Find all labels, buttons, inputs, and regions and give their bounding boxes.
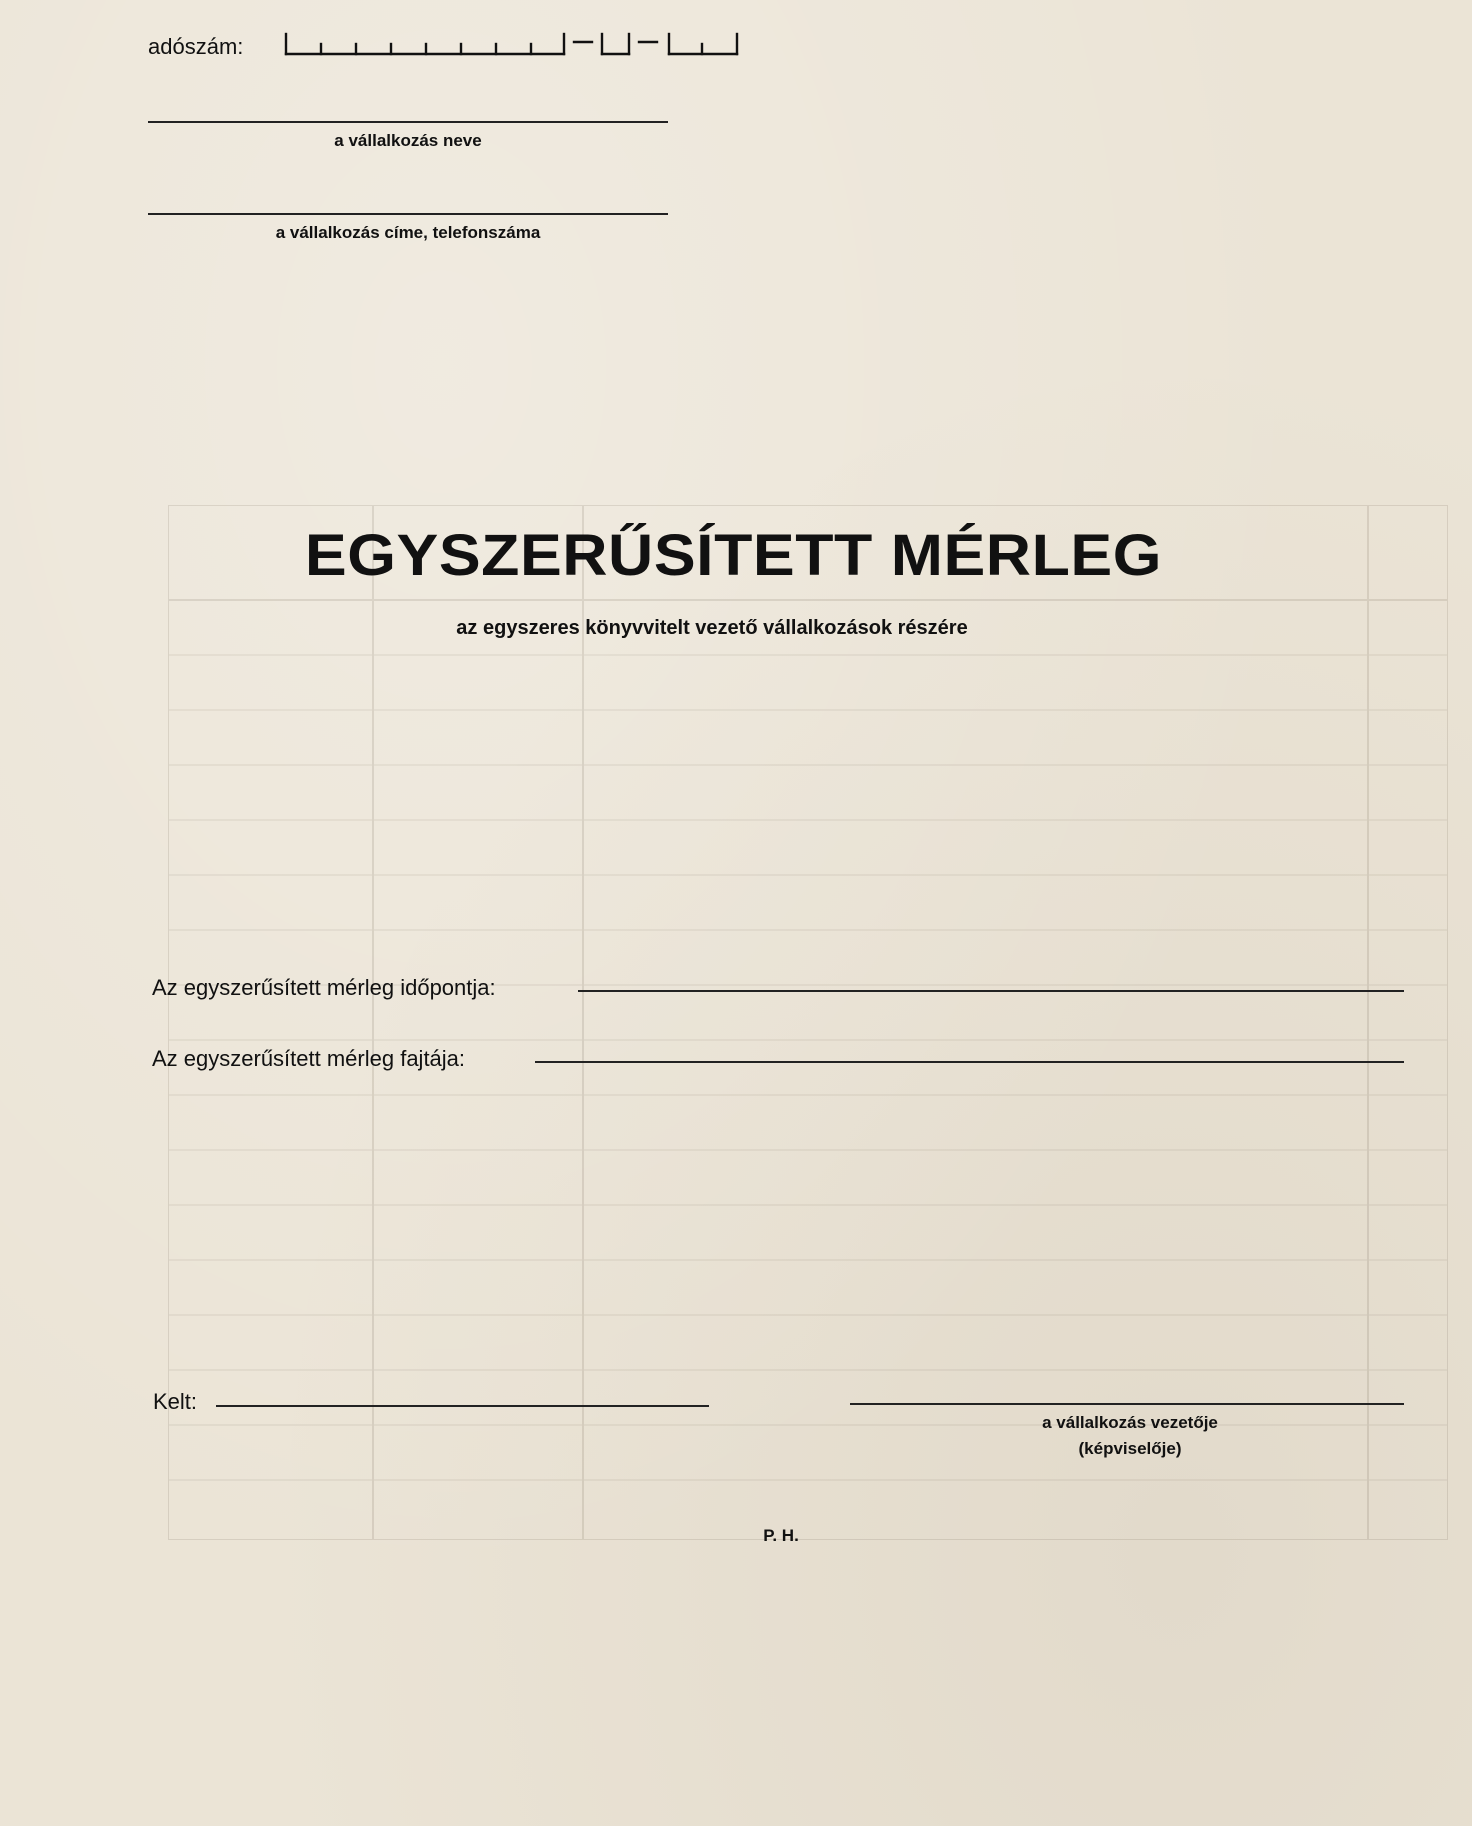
tax-number-label: adószám: bbox=[148, 34, 244, 59]
place-date-line[interactable] bbox=[216, 1405, 709, 1407]
company-name-label: a vállalkozás neve bbox=[334, 131, 482, 150]
place-date-label: Kelt: bbox=[153, 1389, 198, 1414]
signer-label: a vállalkozás vezetője bbox=[1042, 1413, 1218, 1432]
balance-type-label: Az egyszerűsített mérleg fajtája: bbox=[152, 1046, 466, 1071]
company-address-label: a vállalkozás címe, telefonszáma bbox=[275, 223, 541, 242]
balance-date-line[interactable] bbox=[578, 990, 1404, 992]
company-address-line[interactable] bbox=[148, 213, 668, 215]
signer-sub-label: (képviselője) bbox=[1078, 1439, 1182, 1458]
signature-line[interactable] bbox=[850, 1403, 1404, 1405]
tax-number-boxes[interactable] bbox=[284, 30, 744, 58]
balance-type-line[interactable] bbox=[535, 1061, 1404, 1063]
page-title: EGYSZERŰSÍTETT MÉRLEG bbox=[304, 523, 1162, 588]
bleed-through-table bbox=[168, 505, 1448, 1540]
page-subtitle: az egyszeres könyvvitelt vezető vállalkozások részére bbox=[456, 617, 968, 639]
balance-date-label: Az egyszerűsített mérleg időpontja: bbox=[152, 975, 496, 1000]
stamp-label: P. H. bbox=[763, 1526, 799, 1545]
company-name-line[interactable] bbox=[148, 121, 668, 123]
